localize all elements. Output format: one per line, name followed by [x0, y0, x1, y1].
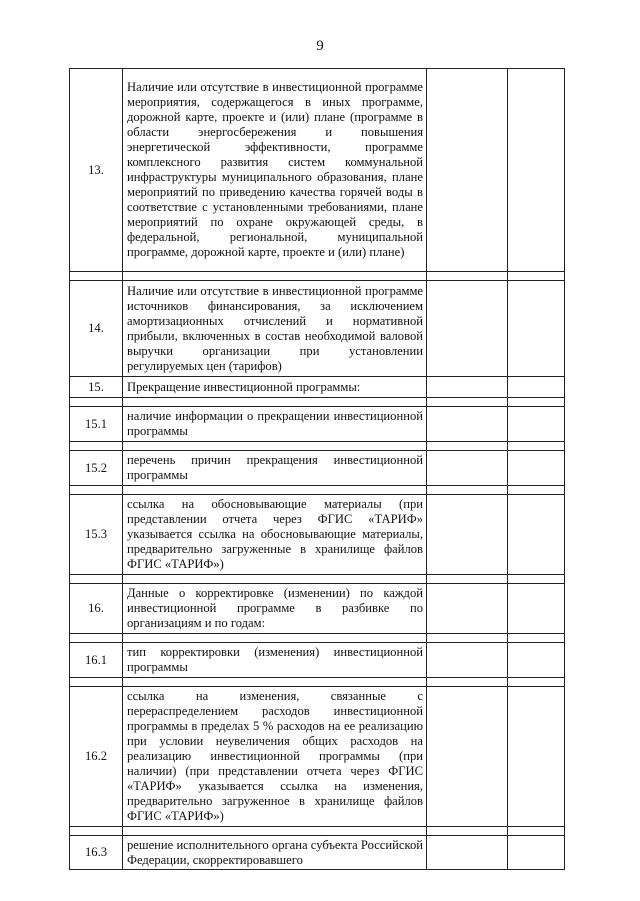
row-text: Прекращение инвестиционной программы: [123, 377, 427, 398]
row-text: Наличие или отсутствие в инвестиционной программе источников финансирования, за исключением амортизационных отчислений и нормативной прибыли, включенных в состав необходимой валовой выручки организации при установлении регулируемых цен (тарифов) [123, 281, 427, 377]
row-number: 15.1 [70, 407, 123, 442]
table-row [70, 643, 565, 678]
empty-cell [427, 69, 508, 272]
row-text: тип корректировки (изменения) инвестиционной программы [123, 643, 427, 678]
row-number: 14. [70, 281, 123, 377]
table-row [70, 687, 565, 827]
empty-cell [508, 836, 565, 870]
empty-cell [427, 451, 508, 486]
table-row [70, 407, 565, 442]
row-gap [70, 272, 565, 281]
row-gap [70, 827, 565, 836]
row-number: 15.2 [70, 451, 123, 486]
row-text: Наличие или отсутствие в инвестиционной программе мероприятия, содержащегося в иных программе, дорожной карте, проекте и (или) плане (программе в области энергосбережения и повышения энергетической эффективности, программе комплексного развития систем коммунальной инфраструктуры муниципального образования, плане мероприятий по приведению качества горячей воды в соответствие с установленными требованиями, плане мероприятий по охране окружающей среды, в федеральной, региональной, муниципальной программе, дорожной карте, проекте и (или) плане) [123, 69, 427, 272]
row-number: 16.3 [70, 836, 123, 870]
row-number: 16.1 [70, 643, 123, 678]
row-gap [70, 442, 565, 451]
empty-cell [427, 281, 508, 377]
row-text: решение исполнительного органа субъекта Российской Федерации, скорректировавшего [123, 836, 427, 870]
table-row [70, 281, 565, 377]
row-number: 16.2 [70, 687, 123, 827]
row-text: ссылка на изменения, связанные с перераспределением расходов инвестиционной программы в пределах 5 % расходов на ее реализацию при условии неувеличения общих расходов на реализацию инвестиционной программы (при наличии) (при представлении отчета через ФГИС «ТАРИФ» указывается ссылка на изменения, предварительно загруженное в хранилище файлов ФГИС «ТАРИФ») [123, 687, 427, 827]
row-number: 15. [70, 377, 123, 398]
page-number: 9 [316, 38, 324, 54]
empty-cell [427, 495, 508, 575]
empty-cell [427, 836, 508, 870]
table-row [70, 69, 565, 272]
empty-cell [508, 495, 565, 575]
row-text: Данные о корректировке (изменении) по каждой инвестиционной программе в разбивке по организациям и по годам: [123, 584, 427, 634]
empty-cell [508, 69, 565, 272]
row-gap [70, 398, 565, 407]
empty-cell [508, 281, 565, 377]
empty-cell [508, 451, 565, 486]
row-text: перечень причин прекращения инвестиционной программы [123, 451, 427, 486]
table-row [70, 377, 565, 398]
row-gap [70, 678, 565, 687]
row-text: ссылка на обосновывающие материалы (при представлении отчета через ФГИС «ТАРИФ» указывается ссылка на обосновывающие материалы, предварительно загруженные в хранилище файлов ФГИС «ТАРИФ») [123, 495, 427, 575]
empty-cell [508, 377, 565, 398]
table-row [70, 584, 565, 634]
row-gap [70, 575, 565, 584]
empty-cell [427, 584, 508, 634]
table-row [70, 495, 565, 575]
row-text: наличие информации о прекращении инвестиционной программы [123, 407, 427, 442]
empty-cell [427, 643, 508, 678]
row-gap [70, 634, 565, 643]
row-number: 15.3 [70, 495, 123, 575]
empty-cell [427, 687, 508, 827]
row-gap [70, 486, 565, 495]
empty-cell [427, 377, 508, 398]
row-number: 13. [70, 69, 123, 272]
empty-cell [427, 407, 508, 442]
table-row [70, 451, 565, 486]
document-table [69, 68, 565, 870]
empty-cell [508, 643, 565, 678]
table-row [70, 836, 565, 870]
empty-cell [508, 407, 565, 442]
row-number: 16. [70, 584, 123, 634]
empty-cell [508, 687, 565, 827]
empty-cell [508, 584, 565, 634]
